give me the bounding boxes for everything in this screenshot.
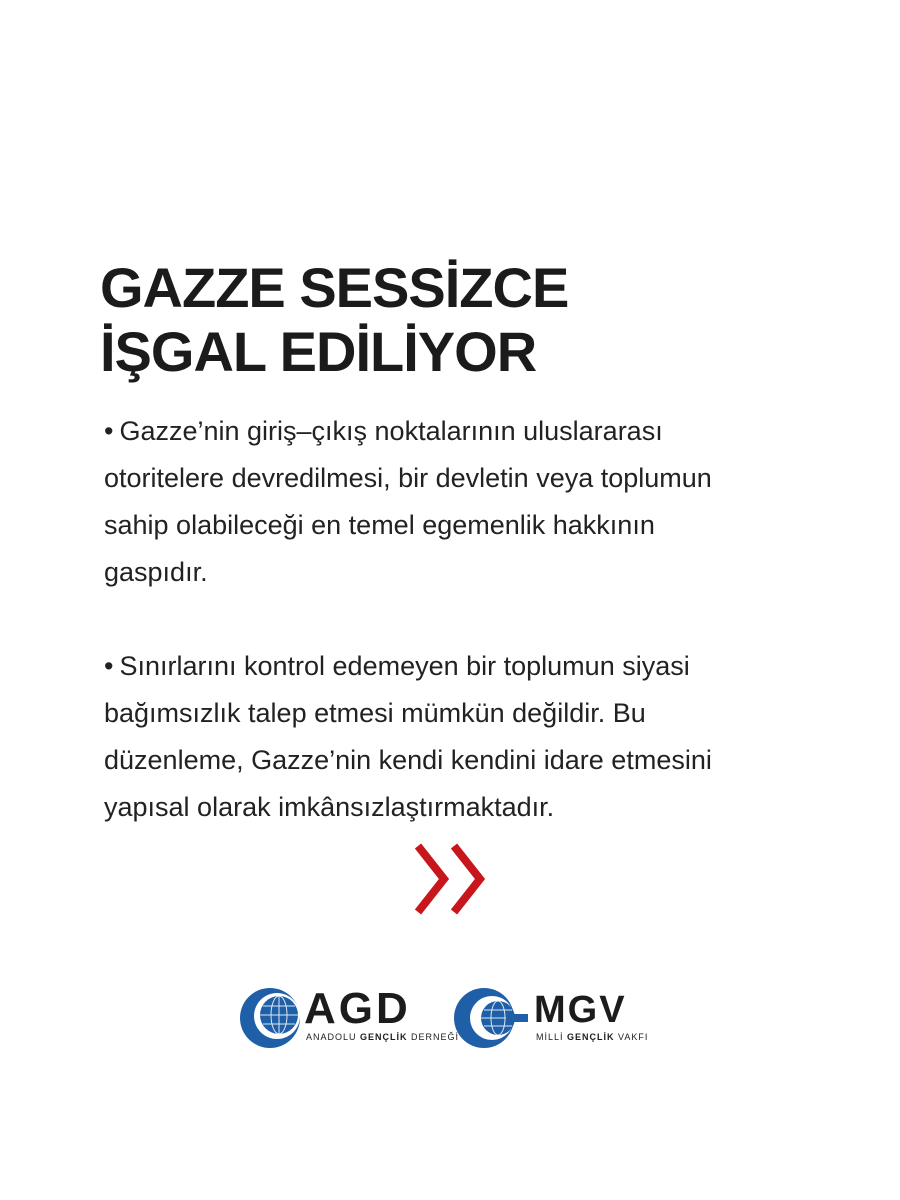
body-text — [104, 408, 804, 831]
mgv-logo-subtitle: MİLLİ GENÇLİK VAKFI — [536, 1032, 649, 1042]
mgv-globe-emblem-icon — [452, 986, 532, 1050]
agd-logo — [238, 984, 460, 1050]
mgv-logo — [452, 986, 668, 1050]
headline-line-1: GAZZE SESSİZCE — [100, 256, 569, 319]
paragraph-1-line-3: sahip olabileceği en temel egemenlik hakkının — [104, 510, 655, 540]
agd-logo-subtitle: ANADOLU GENÇLİK DERNEĞİ — [306, 1032, 460, 1042]
bullet-icon: • — [104, 416, 114, 446]
paragraph-1-line-4: gaspıdır. — [104, 557, 208, 587]
bullet-icon: • — [104, 651, 114, 681]
chevron-left-stroke — [418, 846, 444, 912]
bullet-paragraph-2 — [104, 643, 804, 831]
agd-logo-name: AGD — [304, 984, 411, 1033]
headline — [100, 256, 800, 384]
paragraph-2-line-4: yapısal olarak imkânsızlaştırmaktadır. — [104, 792, 555, 822]
paragraph-2-line-2: bağımsızlık talep etmesi mümkün değildir. Bu — [104, 698, 646, 728]
double-chevron-right-icon[interactable] — [414, 842, 490, 916]
sponsor-logos — [238, 986, 668, 1050]
paragraph-1-line-2: otoritelere devredilmesi, bir devletin veya toplumun — [104, 463, 712, 493]
paragraph-2-line-3: düzenleme, Gazze’nin kendi kendini idare etmesini — [104, 745, 712, 775]
bullet-paragraph-1 — [104, 408, 804, 596]
chevron-right-stroke — [454, 846, 480, 912]
mgv-logo-name: MGV — [534, 989, 627, 1031]
paragraph-1-line-1: Gazze’nin giriş–çıkış noktalarının uluslararası — [119, 416, 663, 446]
paragraph-2-line-1: Sınırlarını kontrol edemeyen bir toplumun siyasi — [119, 651, 690, 681]
agd-globe-emblem-icon — [238, 986, 302, 1050]
headline-line-2: İŞGAL EDİLİYOR — [100, 320, 537, 383]
